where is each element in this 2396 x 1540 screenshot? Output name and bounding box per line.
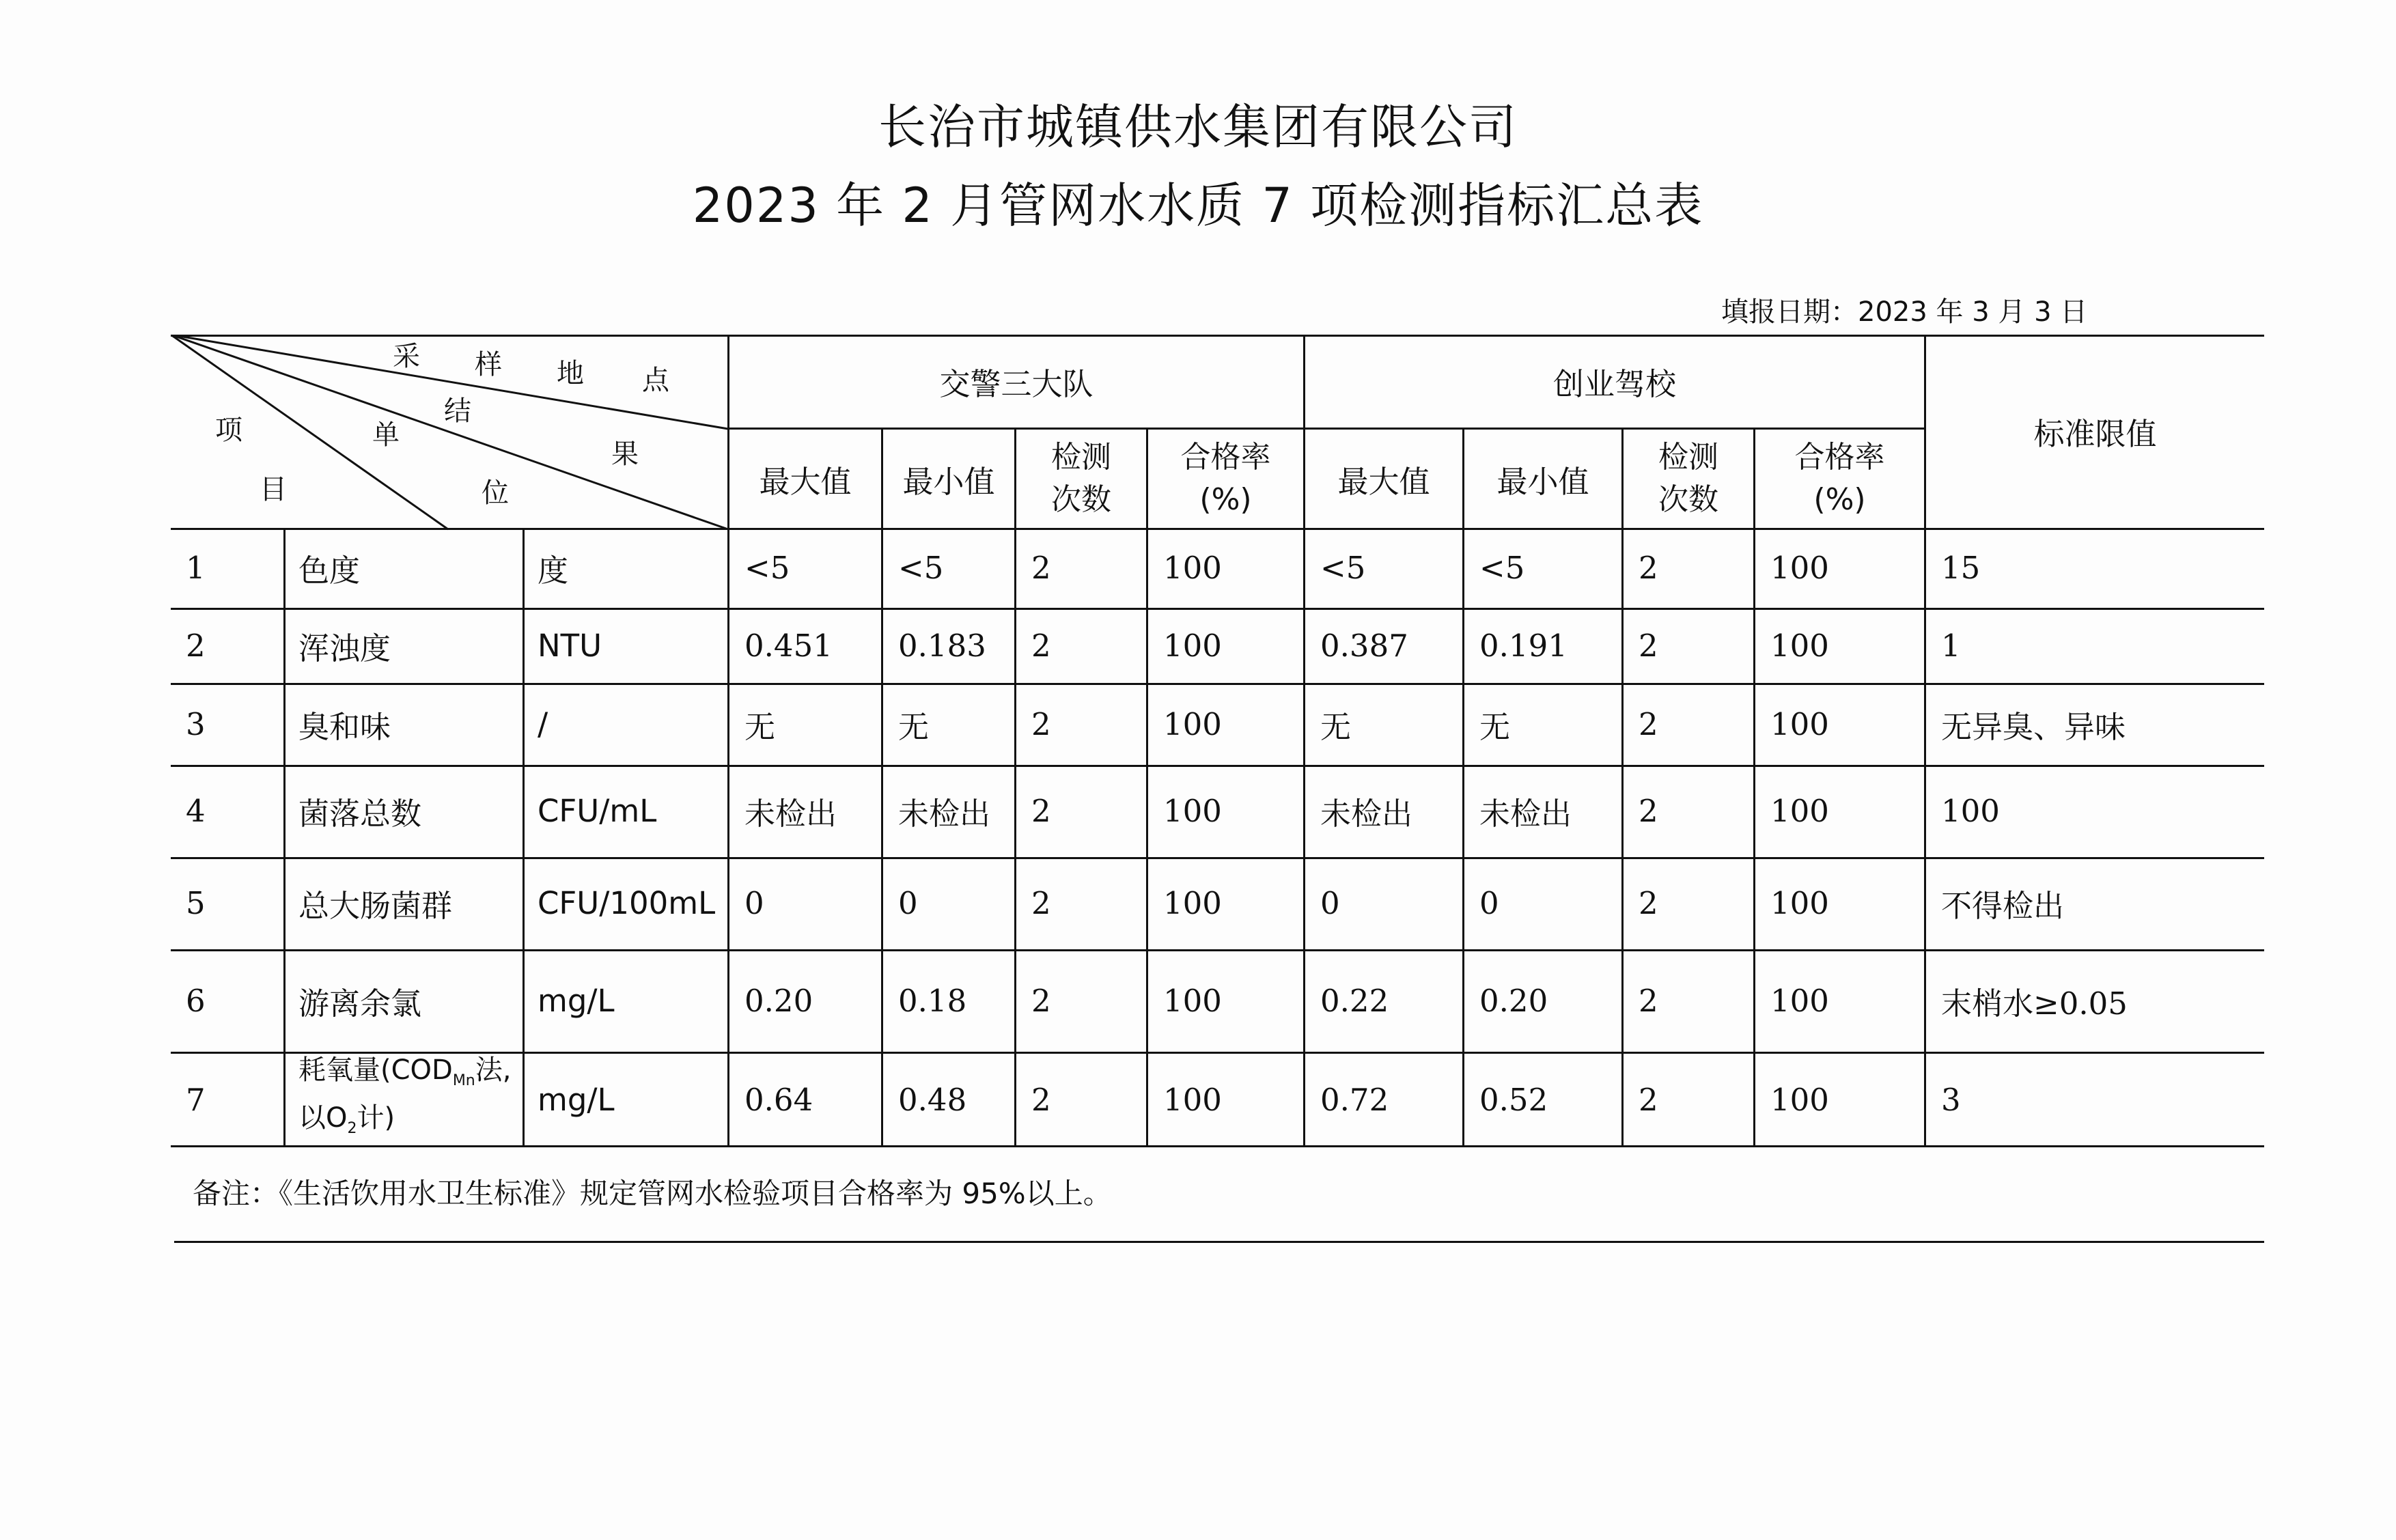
s2-max: 0 [1320,885,1340,921]
s2-min-header: 最小值 [1496,463,1589,500]
water-quality-table [171,335,2264,1147]
s2-max: <5 [1320,550,1366,586]
remark-divider [174,1241,2264,1243]
row-number: 2 [186,627,206,664]
s2-min: 0.52 [1479,1081,1548,1118]
s1-max: 未检出 [744,796,837,832]
grid-hline [171,765,2264,767]
row-number: 3 [186,705,206,742]
document-title: 长治市城镇供水集团有限公司 [878,99,1518,155]
grid-vline [1146,428,1148,1147]
s1-min: 0 [898,885,918,921]
s2-count-header: 检测 次数 [1658,440,1718,517]
standard-limit: 不得检出 [1941,888,2065,924]
s2-min: 0.191 [1479,627,1568,664]
unit: NTU [538,627,602,664]
s1-count: 2 [1031,550,1051,586]
row-number: 7 [186,1081,206,1118]
s2-count: 2 [1639,982,1658,1019]
grid-hline [729,428,1926,430]
s1-rate: 100 [1163,1081,1222,1118]
grid-hline [171,528,2264,530]
s2-max-header: 最大值 [1337,463,1430,500]
grid-vline [1753,428,1755,1147]
unit: 度 [538,552,569,589]
grid-vline [727,335,729,1147]
standard-limit-header: 标准限值 [2033,416,2157,452]
grid-vline [881,428,883,1147]
corner-label-sampling-1: 采 [393,341,420,372]
grid-vline [1462,428,1464,1147]
s1-count: 2 [1031,793,1051,829]
corner-label-sampling-4: 点 [642,365,669,396]
standard-limit: 末梢水≥0.05 [1941,985,2128,1022]
s1-max: 无 [744,708,776,745]
s1-min-header: 最小值 [902,463,995,500]
standard-limit: 1 [1941,627,1961,664]
grid-vline [1303,335,1305,1147]
s1-min: 未检出 [898,796,991,832]
s2-rate: 100 [1770,550,1829,586]
corner-label-result-2: 果 [611,438,639,470]
s1-rate-header: 合格率 (%) [1180,440,1271,517]
grid-hline [171,683,2264,685]
s1-max: 0.20 [744,982,813,1019]
s2-min: <5 [1479,550,1525,586]
standard-limit: 3 [1941,1081,1961,1118]
s1-min: 0.18 [898,982,967,1019]
row-number: 1 [186,550,206,586]
s1-rate: 100 [1163,627,1222,664]
unit: mg/L [538,982,615,1019]
unit: CFU/100mL [538,885,716,921]
s2-rate: 100 [1770,793,1829,829]
s2-count: 2 [1639,705,1658,742]
s1-min: <5 [898,550,944,586]
s2-count: 2 [1639,550,1658,586]
grid-hline [171,608,2264,610]
s1-count: 2 [1031,885,1051,921]
s2-min: 0.20 [1479,982,1548,1019]
s2-count: 2 [1639,885,1658,921]
remark-note: 备注：《生活饮用水卫生标准》规定管网水检验项目合格率为 95%以上。 [193,1177,1112,1210]
fill-date: 填报日期：2023 年 3 月 3 日 [1721,296,2088,328]
s2-rate: 100 [1770,885,1829,921]
corner-label-result-1: 结 [444,395,471,427]
s1-count: 2 [1031,705,1051,742]
s1-min: 无 [898,708,930,745]
s1-max: <5 [744,550,790,586]
s2-count: 2 [1639,627,1658,664]
corner-label-unit-1: 单 [372,419,400,451]
corner-label-unit-2: 位 [482,477,509,509]
corner-label-item-1: 项 [215,415,242,446]
item-name: 菌落总数 [298,796,422,832]
s1-count: 2 [1031,1081,1051,1118]
s2-min: 无 [1479,708,1511,745]
grid-hline [171,1052,2264,1054]
s1-count-header: 检测 次数 [1051,440,1111,517]
standard-limit: 15 [1941,550,1981,586]
s2-max: 无 [1320,708,1352,745]
s1-max: 0 [744,885,764,921]
s1-rate: 100 [1163,885,1222,921]
s2-rate: 100 [1770,705,1829,742]
corner-label-sampling-2: 样 [475,349,502,380]
s1-max: 0.64 [744,1081,813,1118]
site-header-1: 交警三大队 [939,365,1093,402]
item-name: 色度 [298,552,361,589]
grid-vline [283,528,285,1147]
row-number: 4 [186,793,206,829]
s1-min: 0.183 [898,627,986,664]
s2-min: 未检出 [1479,796,1572,832]
corner-label-item-2: 目 [260,474,287,505]
row-number: 6 [186,982,206,1019]
grid-vline [1924,335,1926,1147]
s1-rate: 100 [1163,550,1222,586]
s2-max: 未检出 [1320,796,1413,832]
item-name: 总大肠菌群 [298,888,453,924]
standard-limit: 100 [1941,793,2000,829]
s1-count: 2 [1031,627,1051,664]
grid-hline [171,857,2264,859]
s2-max: 0.387 [1320,627,1408,664]
unit: / [538,705,548,742]
grid-vline [523,528,525,1147]
s2-count: 2 [1639,1081,1658,1118]
s2-max: 0.22 [1320,982,1389,1019]
unit: mg/L [538,1081,615,1118]
s2-rate: 100 [1770,627,1829,664]
item-name: 游离余氯 [298,985,422,1022]
item-name: 耗氧量($COD_{Mn}$法, 以$O_2$计) [298,1054,512,1137]
s2-rate: 100 [1770,982,1829,1019]
s2-count: 2 [1639,793,1658,829]
corner-label-sampling-3: 地 [557,358,584,389]
s2-min: 0 [1479,885,1499,921]
grid-vline [1014,428,1016,1147]
item-name: 浑浊度 [298,630,391,667]
grid-hline [171,335,2264,337]
grid-hline [171,949,2264,951]
unit: CFU/mL [538,793,657,829]
s1-rate: 100 [1163,982,1222,1019]
s2-rate-header: 合格率 (%) [1794,440,1885,517]
site-header-2: 创业驾校 [1552,365,1676,402]
s1-count: 2 [1031,982,1051,1019]
s1-rate: 100 [1163,705,1222,742]
s2-max: 0.72 [1320,1081,1389,1118]
s1-max-header: 最大值 [759,463,852,500]
s2-rate: 100 [1770,1081,1829,1118]
s1-min: 0.48 [898,1081,967,1118]
grid-hline [171,1145,2264,1147]
s1-max: 0.451 [744,627,833,664]
grid-vline [1621,428,1624,1147]
item-name: 臭和味 [298,708,391,745]
standard-limit: 无异臭、异味 [1941,708,2126,745]
document-subtitle: 2023 年 2 月管网水水质 7 项检测指标汇总表 [692,178,1704,234]
s1-rate: 100 [1163,793,1222,829]
row-number: 5 [186,885,206,921]
